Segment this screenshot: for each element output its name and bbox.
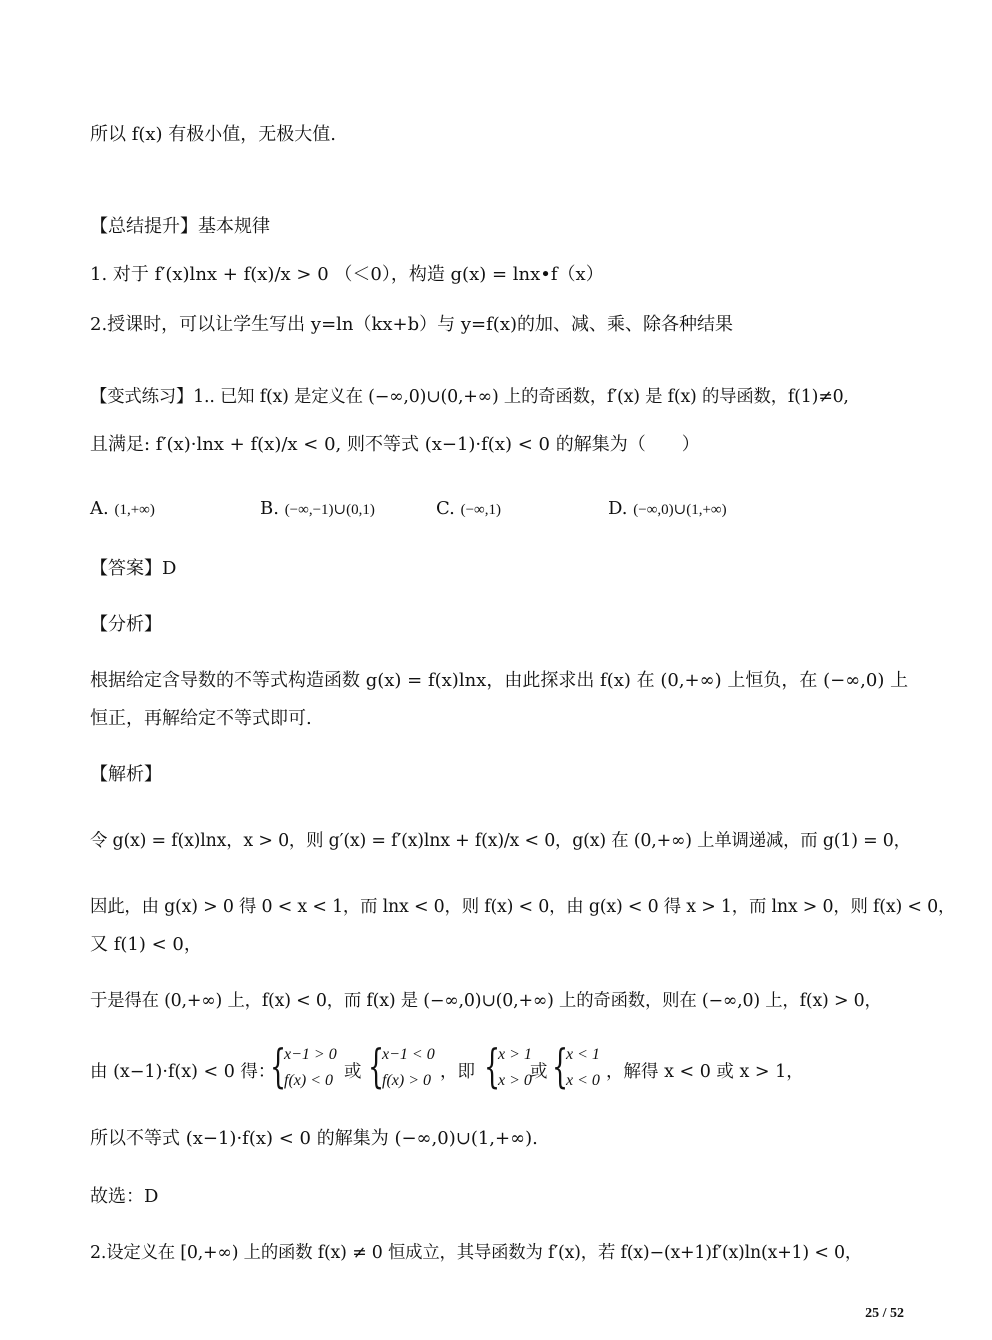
summary-rule-1: 1. 对于 f′(x)lnx + f(x)/x > 0 （＜0），构造 g(x) = lnx•f（x）	[90, 264, 604, 285]
system-1	[270, 1039, 350, 1098]
system-or-1: 或	[344, 1062, 362, 1082]
solution-heading: 【解析】	[90, 764, 162, 785]
system-2-brace: {	[368, 1039, 385, 1093]
option-c-value: (−∞,1)	[460, 502, 501, 518]
option-d	[608, 498, 727, 519]
system-2-row-2: f(x) > 0	[382, 1072, 431, 1089]
system-2-row-1: x−1 < 0	[382, 1046, 435, 1063]
system-mid: ，即	[440, 1062, 475, 1082]
analysis-heading: 【分析】	[90, 614, 162, 635]
system-4-brace: {	[552, 1039, 569, 1093]
system-3-row-2: x > 0	[498, 1072, 532, 1089]
conclusion-line: 所以 f(x) 有极小值，无极大值.	[90, 124, 337, 145]
option-a-value: (1,+∞)	[114, 502, 155, 518]
system-prefix: 由 (x−1)·f(x) < 0 得：	[90, 1062, 276, 1082]
solution-choice: 故选：D	[90, 1186, 159, 1207]
solution-line-4: 于是得在 (0,+∞) 上，f(x) < 0，而 f(x) 是 (−∞,0)∪(0,+∞) 上的奇函数，则在 (−∞,0) 上，f(x) > 0，	[90, 991, 882, 1011]
solution-result: 所以不等式 (x−1)·f(x) < 0 的解集为 (−∞,0)∪(1,+∞).	[90, 1128, 538, 1149]
option-b	[260, 498, 375, 519]
option-d-label: D.	[608, 498, 628, 519]
system-1-row-1: x−1 > 0	[284, 1046, 337, 1063]
system-or-2: 或	[530, 1062, 548, 1082]
solution-line-3: 又 f(1) < 0，	[90, 934, 202, 955]
solution-system-line	[90, 1039, 850, 1098]
system-3-brace: {	[484, 1039, 501, 1093]
solution-line-2: 因此，由 g(x) > 0 得 0 < x < 1，而 lnx < 0，则 f(x) < 0，由 g(x) < 0 得 x > 1，而 lnx > 0，则 f(x) < 0，	[90, 897, 956, 917]
system-suffix: ，解得 x < 0 或 x > 1，	[606, 1062, 804, 1082]
option-c	[436, 498, 501, 519]
system-1-row-2: f(x) < 0	[284, 1072, 333, 1089]
option-d-value: (−∞,0)∪(1,+∞)	[633, 502, 727, 518]
analysis-paragraph-2: 恒正，再解给定不等式即可.	[90, 708, 312, 729]
system-4-row-2: x < 0	[566, 1072, 600, 1089]
answer-options	[90, 498, 850, 528]
exercise-question-line-1: 【变式练习】1.. 已知 f(x) 是定义在 (−∞,0)∪(0,+∞) 上的奇函数，f′(x) 是 f(x) 的导函数，f(1)≠0,	[90, 387, 849, 407]
next-question: 2.设定义在 [0,+∞) 上的函数 f(x) ≠ 0 恒成立，其导函数为 f′(x)，若 f(x)−(x+1)f′(x)ln(x+1) < 0，	[90, 1243, 863, 1263]
answer-line: 【答案】D	[90, 558, 177, 579]
option-b-value: (−∞,−1)∪(0,1)	[284, 502, 375, 518]
exercise-question-line-2: 且满足: f′(x)·lnx + f(x)/x < 0, 则不等式 (x−1)·f(x) < 0 的解集为（ ）	[90, 434, 700, 455]
solution-line-1: 令 g(x) = f(x)lnx，x > 0，则 g′(x) = f′(x)lnx + f(x)/x < 0，g(x) 在 (0,+∞) 上单调递减，而 g(1) = 0，	[90, 831, 911, 851]
system-2	[368, 1039, 448, 1098]
system-3-row-1: x > 1	[498, 1046, 532, 1063]
option-a-label: A.	[90, 498, 109, 519]
option-b-label: B.	[260, 498, 279, 519]
page-number: 25 / 52	[865, 1306, 904, 1321]
analysis-paragraph-1: 根据给定含导数的不等式构造函数 g(x) = f(x)lnx，由此探求出 f(x) 在 (0,+∞) 上恒负，在 (−∞,0) 上	[90, 670, 909, 691]
system-1-brace: {	[270, 1039, 287, 1093]
summary-rule-2: 2.授课时，可以让学生写出 y=ln（kx+b）与 y=f(x)的加、减、乘、除各种结果	[90, 314, 733, 335]
option-c-label: C.	[436, 498, 455, 519]
option-a	[90, 498, 155, 519]
summary-heading: 【总结提升】基本规律	[90, 216, 270, 237]
system-4-row-1: x < 1	[566, 1046, 600, 1063]
